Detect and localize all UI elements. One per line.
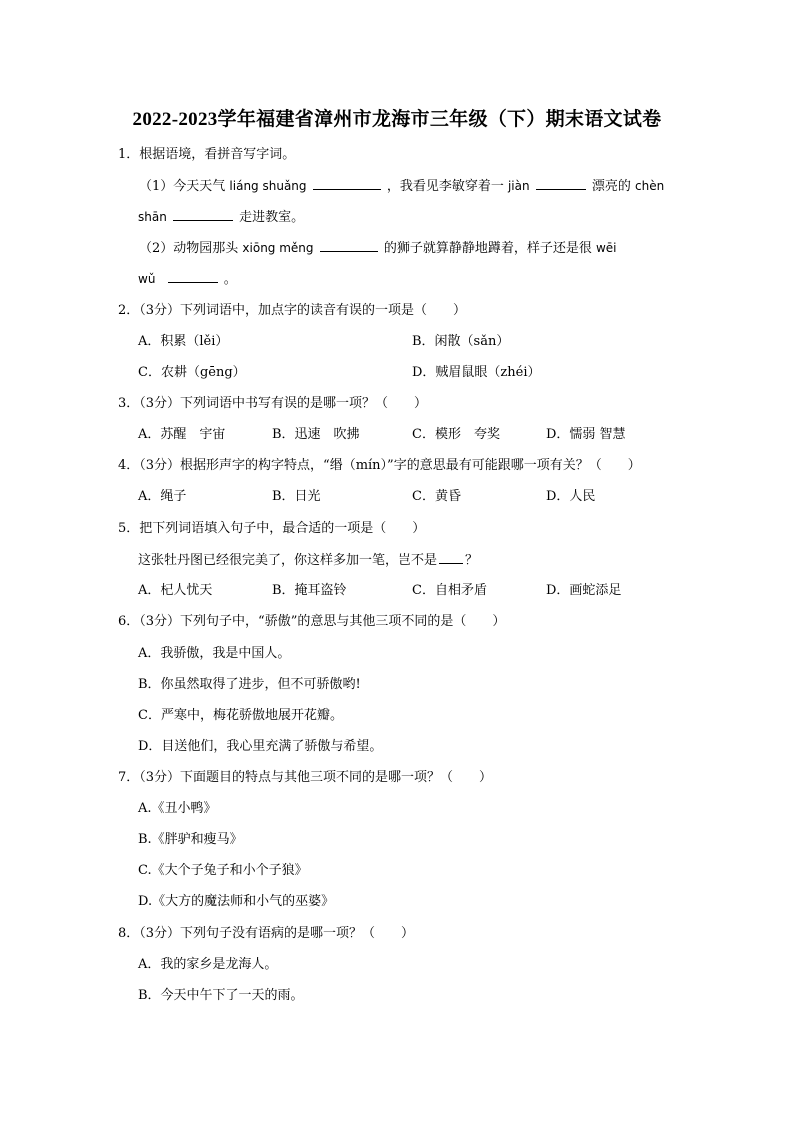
question-7-option-a[interactable]: A.《丑小鸭》 xyxy=(138,801,217,816)
question-1-part-1 xyxy=(139,177,664,196)
text-segment: 的狮子就算静静地蹲着，样子还是很 xyxy=(383,241,592,256)
page-title: 2022-2023学年福建省漳州市龙海市三年级（下）期末语文试卷 xyxy=(132,109,662,130)
question-8-option-b[interactable]: B．今天中午下了一天的雨。 xyxy=(138,988,304,1003)
pinyin-prompt: xiōng měng xyxy=(242,241,314,255)
question-6-option-c[interactable]: C．严寒中，梅花骄傲地展开花瓣。 xyxy=(138,708,343,723)
question-7-option-b[interactable]: B.《胖驴和瘦马》 xyxy=(138,832,243,847)
question-3-stem: 3．（3分）下列词语中书写有误的是哪一项？（ ） xyxy=(118,396,428,411)
answer-blank[interactable] xyxy=(439,551,463,564)
text-segment: 走进教室。 xyxy=(239,210,305,225)
text-segment: 漂亮的 xyxy=(591,179,631,194)
question-8-option-a[interactable]: A．我的家乡是龙海人。 xyxy=(138,957,278,972)
question-4-stem: 4．（3分）根据形声字的构字特点，“缗（mín）”字的意思最有可能跟哪一项有关？（ ） xyxy=(118,458,641,473)
question-1-part-2 xyxy=(139,239,617,258)
question-6-option-d[interactable]: D．目送他们，我心里充满了骄傲与希望。 xyxy=(138,739,383,754)
text-segment: （2）动物园那头 xyxy=(139,241,239,256)
question-7-option-d[interactable]: D.《大方的魔法师和小气的巫婆》 xyxy=(138,894,335,909)
text-segment: 。 xyxy=(223,272,237,287)
question-2-option-d[interactable]: D．贼眉鼠眼（zhéi） xyxy=(412,365,541,380)
question-3-option-b[interactable]: B．迅速 吹拂 xyxy=(272,427,360,442)
answer-blank[interactable] xyxy=(168,270,218,283)
question-3-option-a[interactable]: A．苏醒 宇宙 xyxy=(138,427,226,442)
question-1-part-2-cont xyxy=(138,270,237,289)
question-2-option-b[interactable]: B．闲散（sǎn） xyxy=(412,334,510,349)
question-6-stem: 6．（3分）下列句子中，“骄傲”的意思与其他三项不同的是（ ） xyxy=(118,614,506,629)
pinyin-prompt: liáng shuǎng xyxy=(229,179,307,193)
text-segment: 这张牡丹图已经很完美了，你这样多加一笔，岂不是 xyxy=(138,553,438,568)
question-5-stem: 5．把下列词语填入句子中，最合适的一项是（ ） xyxy=(118,521,426,536)
question-6-option-a[interactable]: A．我骄傲，我是中国人。 xyxy=(138,646,291,661)
question-6-option-b[interactable]: B．你虽然取得了进步，但不可骄傲哟! xyxy=(138,677,361,692)
question-2-option-c[interactable]: C．农耕（gēng） xyxy=(138,365,246,380)
question-5-option-c[interactable]: C．自相矛盾 xyxy=(412,583,487,598)
text-segment: ？ xyxy=(465,553,479,568)
question-3-option-c[interactable]: C．模形 夸奖 xyxy=(412,427,500,442)
question-4-option-b[interactable]: B．日光 xyxy=(272,489,321,504)
answer-blank[interactable] xyxy=(536,177,586,190)
question-4-option-a[interactable]: A．绳子 xyxy=(138,489,187,504)
pinyin-prompt: jiàn xyxy=(507,179,530,193)
question-4-option-d[interactable]: D．人民 xyxy=(546,489,596,504)
question-8-stem: 8．（3分）下列句子没有语病的是哪一项？（ ） xyxy=(118,926,415,941)
question-2-stem: 2．（3分）下列词语中，加点字的读音有误的一项是（ ） xyxy=(118,303,467,318)
text-segment: （1）今天天气 xyxy=(139,179,226,194)
pinyin-prompt: wǔ xyxy=(138,272,156,286)
text-segment: ，我看见李敏穿着一 xyxy=(386,179,504,194)
answer-blank[interactable] xyxy=(313,177,381,190)
question-7-stem: 7．（3分）下面题目的特点与其他三项不同的是哪一项？（ ） xyxy=(118,770,493,785)
pinyin-prompt: shān xyxy=(138,210,167,224)
question-2-option-a[interactable]: A．积累（lěi） xyxy=(138,334,229,349)
question-3-option-d[interactable]: D．懦弱 智慧 xyxy=(546,427,626,442)
question-1-part-1-cont xyxy=(138,208,304,227)
question-5-option-b[interactable]: B．掩耳盗铃 xyxy=(272,583,347,598)
pinyin-prompt: chèn xyxy=(635,179,665,193)
pinyin-prompt: wēi xyxy=(595,241,617,255)
question-5-option-d[interactable]: D．画蛇添足 xyxy=(546,583,622,598)
answer-blank[interactable] xyxy=(173,208,233,221)
question-5-option-a[interactable]: A．杞人忧天 xyxy=(138,583,213,598)
question-7-option-c[interactable]: C.《大个子兔子和小个子狼》 xyxy=(138,863,308,878)
answer-blank[interactable] xyxy=(320,239,378,252)
question-1-stem: 1．根据语境，看拼音写字词。 xyxy=(118,147,296,162)
question-5-sentence xyxy=(138,551,478,570)
question-4-option-c[interactable]: C．黄昏 xyxy=(412,489,461,504)
